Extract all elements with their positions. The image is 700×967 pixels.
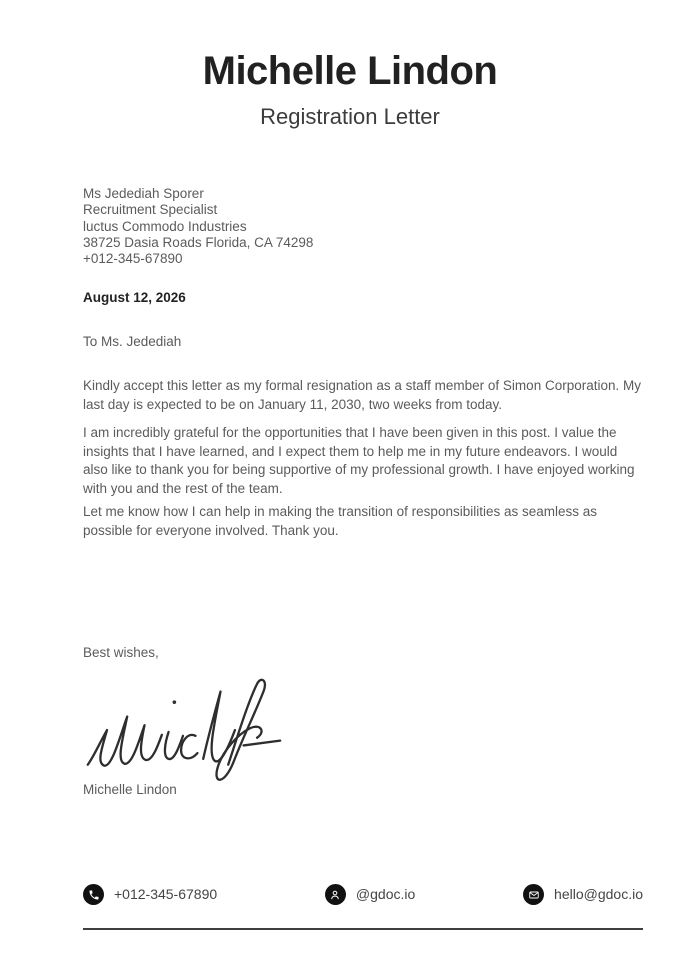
body-paragraph: Let me know how I can help in making the transition of responsibilities as seamless as possible for everyone involved. Thank you.	[83, 504, 598, 538]
recipient-role: Recruitment Specialist	[83, 202, 218, 218]
recipient-phone: +012-345-67890	[83, 251, 183, 267]
page-subtitle: Registration Letter	[260, 104, 440, 129]
footer-divider	[83, 928, 643, 930]
recipient-street-address: 38725 Dasia Roads Florida, CA 74298	[83, 234, 314, 250]
handwritten-signature	[82, 671, 284, 791]
signature-scribble-icon	[82, 671, 284, 791]
body-paragraph: Kindly accept this letter as my formal resignation as a staff member of Simon Corporation. My last day is expected to be on January 11, 2030, two weeks from today.	[83, 378, 641, 412]
contact-handle	[325, 884, 415, 905]
contact-email	[523, 884, 643, 905]
contact-phone	[83, 884, 217, 905]
contact-phone-label: +012-345-67890	[114, 886, 218, 902]
body-paragraph: I am incredibly grateful for the opportunities that I have been given in this post. I value the insights that I have learned, and I expect them to help me in my future endeavors. I would also like to thank you for being supportive of my professional growth. I have enjoyed working with you and the rest of the team.	[83, 425, 635, 496]
letter-date: August 12, 2026	[83, 290, 186, 305]
recipient-address-block	[83, 186, 313, 267]
page-title: Michelle Lindon	[202, 49, 498, 93]
recipient-name: Ms Jedediah Sporer	[83, 186, 204, 201]
recipient-company: luctus Commodo Industries	[83, 218, 247, 234]
contact-email-label: hello@gdoc.io	[554, 886, 643, 902]
phone-icon	[83, 884, 104, 905]
valediction: Best wishes,	[83, 645, 159, 660]
salutation: To Ms. Jedediah	[83, 334, 182, 349]
mail-icon	[523, 884, 544, 905]
signer-name: Michelle Lindon	[83, 782, 177, 797]
contact-handle-label: @gdoc.io	[355, 886, 416, 902]
contact-footer	[83, 883, 643, 906]
person-icon	[325, 884, 346, 905]
